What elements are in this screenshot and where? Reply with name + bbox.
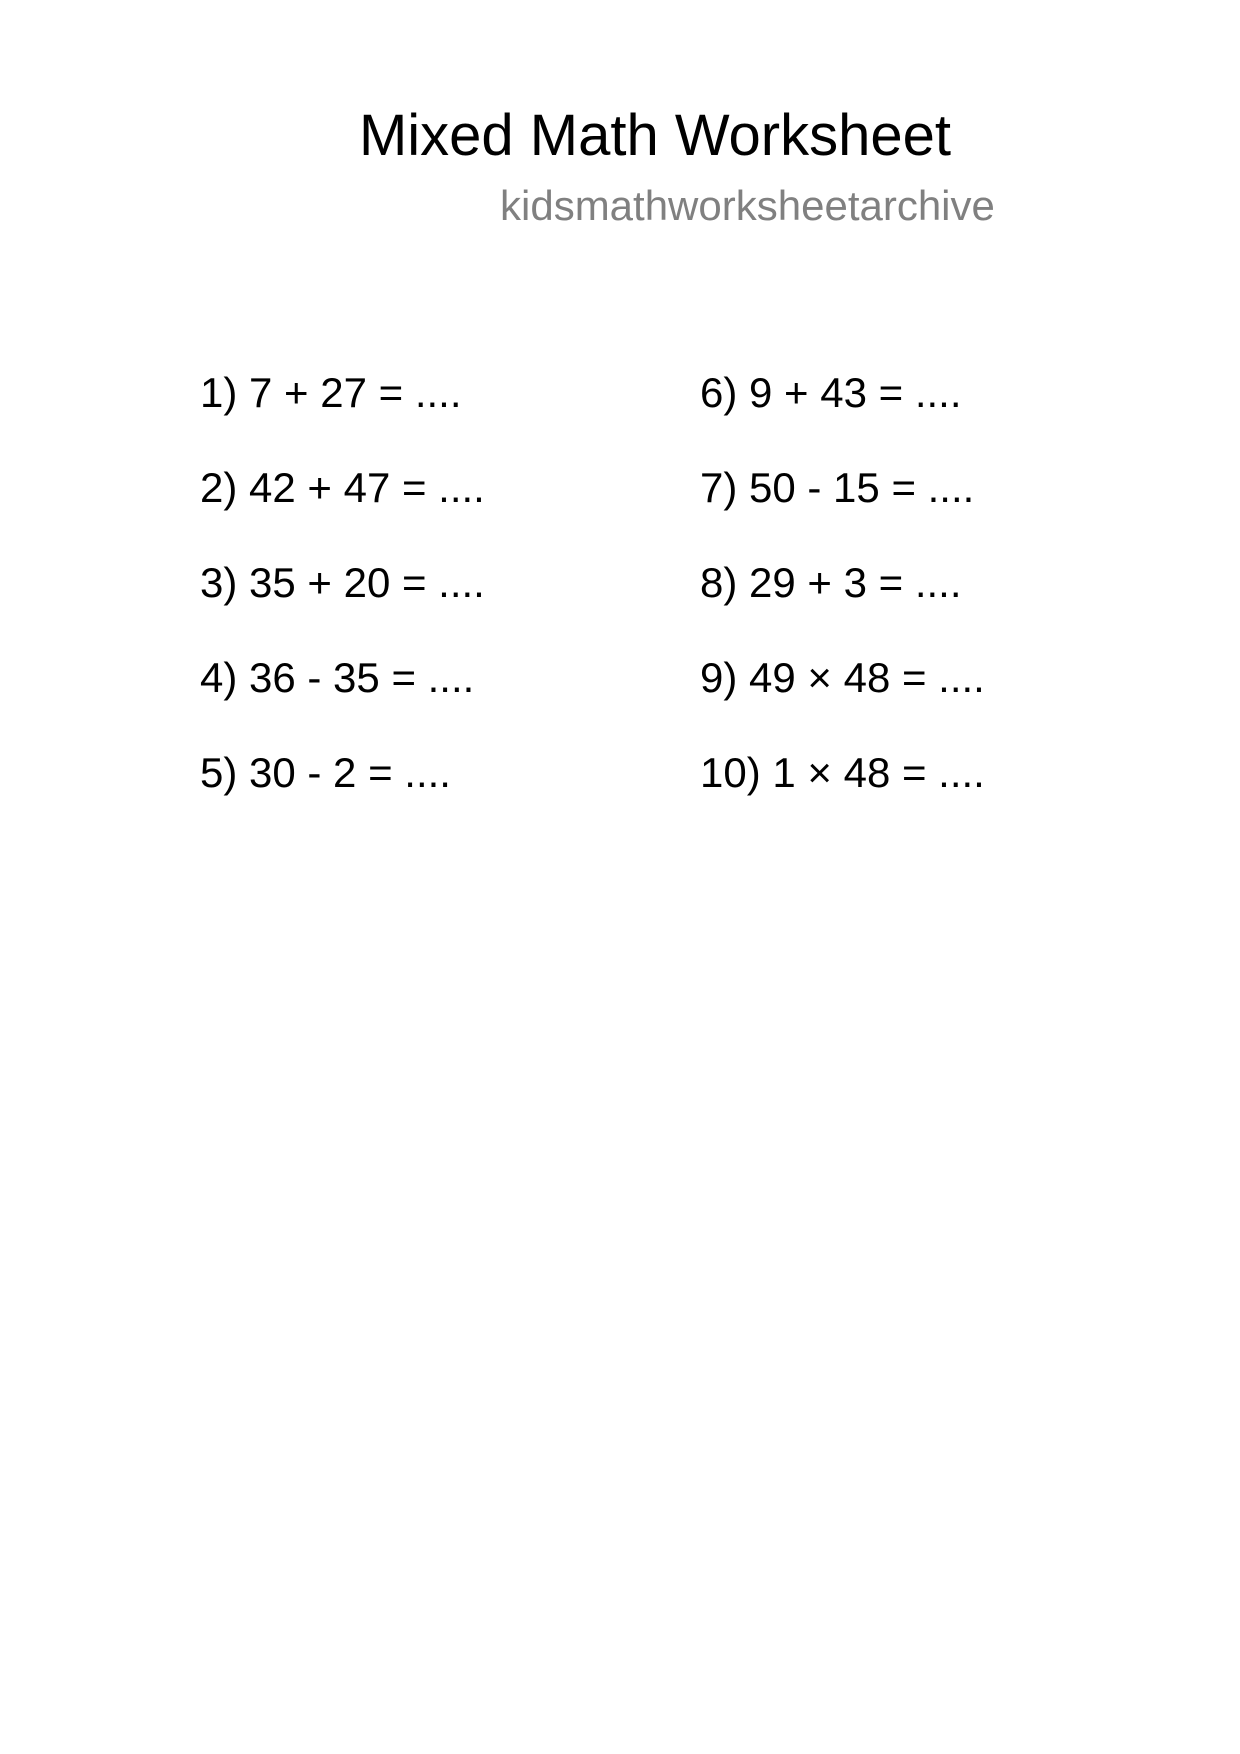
- problem-5: 5) 30 - 2 = ....: [200, 749, 451, 796]
- worksheet-title: Mixed Math Worksheet: [358, 103, 952, 168]
- problem-2: 2) 42 + 47 = ....: [200, 464, 485, 511]
- problem-9: 9) 49 × 48 = ....: [700, 654, 985, 701]
- source-label: kidsmathworksheetarchive: [500, 182, 995, 229]
- problem-6: 6) 9 + 43 = ....: [700, 369, 962, 416]
- problem-7: 7) 50 - 15 = ....: [700, 464, 975, 511]
- problem-10: 10) 1 × 48 = ....: [700, 749, 985, 796]
- problem-4: 4) 36 - 35 = ....: [200, 654, 475, 701]
- problems-right-column: [700, 345, 985, 820]
- problem-1: 1) 7 + 27 = ....: [200, 369, 462, 416]
- problem-8: 8) 29 + 3 = ....: [700, 559, 962, 606]
- problem-3: 3) 35 + 20 = ....: [200, 559, 485, 606]
- problems-left-column: [200, 345, 485, 820]
